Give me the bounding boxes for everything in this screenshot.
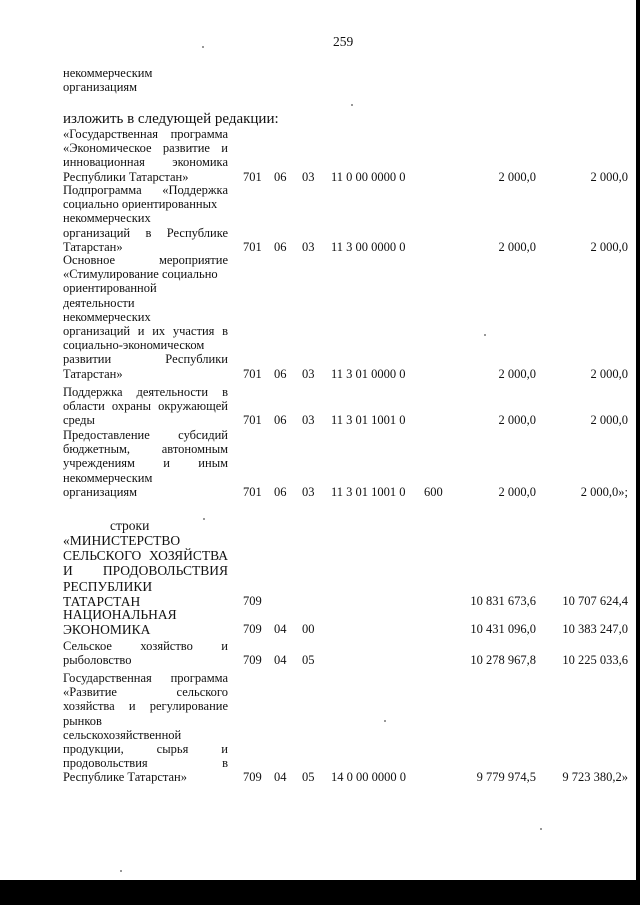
description-line: рынков xyxy=(63,713,102,728)
description-line: Республики Татарстан» xyxy=(63,169,189,184)
amount-year-2: 10 383 247,0 xyxy=(562,622,628,637)
vedom-code: 701 xyxy=(243,366,262,381)
row-description xyxy=(63,253,228,381)
subsection-code: 03 xyxy=(302,413,315,428)
amount-year-2: 10 225 033,6 xyxy=(562,653,628,668)
subsection-code: 03 xyxy=(302,169,315,184)
amount-year-2: 2 000,0 xyxy=(590,239,628,254)
amount-year-2: 9 723 380,2» xyxy=(562,770,628,785)
description-line: рыболовство xyxy=(63,653,132,668)
description-line: учреждениям и иным xyxy=(63,456,228,471)
vedom-code: 709 xyxy=(243,622,262,637)
description-line: организаций в Республике xyxy=(63,225,228,240)
section-code: 04 xyxy=(274,653,287,668)
amount-year-2: 10 707 624,4 xyxy=(562,593,628,608)
scan-speck xyxy=(540,828,542,830)
description-line: области охраны окружающей xyxy=(63,399,228,414)
section-code: 06 xyxy=(274,239,287,254)
description-line: Сельское хозяйство и xyxy=(63,639,228,653)
row-description xyxy=(63,385,228,428)
row-description xyxy=(63,607,228,637)
description-line: Государственная программа xyxy=(63,671,228,685)
amount-year-2: 2 000,0 xyxy=(590,366,628,381)
description-line: социально-экономическом xyxy=(63,338,205,353)
amendment-heading: изложить в следующей редакции: xyxy=(63,111,279,127)
expense-type-code: 600 xyxy=(424,484,443,499)
description-line: «Стимулирование социально xyxy=(63,267,218,282)
description-line: Подпрограмма «Поддержка xyxy=(63,183,228,197)
description-line: ЭКОНОМИКА xyxy=(63,622,151,638)
description-line: продовольствия в xyxy=(63,756,228,771)
block2-intro: строки xyxy=(110,518,150,533)
intro-line-2: организациям xyxy=(63,80,138,94)
description-line: развитии Республики xyxy=(63,352,228,367)
vedom-code: 701 xyxy=(243,239,262,254)
section-code: 04 xyxy=(274,622,287,637)
subsection-code: 05 xyxy=(302,770,315,785)
description-line: «Государственная программа xyxy=(63,127,228,141)
description-line: Предоставление субсидий xyxy=(63,428,228,442)
scan-speck xyxy=(351,104,353,106)
description-line: РЕСПУБЛИКИ xyxy=(63,578,153,594)
amount-year-1: 10 278 967,8 xyxy=(470,653,536,668)
description-line: И ПРОДОВОЛЬСТВИЯ xyxy=(63,563,228,579)
amount-year-1: 2 000,0 xyxy=(498,169,536,184)
amount-year-1: 2 000,0 xyxy=(498,366,536,381)
section-code: 04 xyxy=(274,770,287,785)
target-article-code: 11 3 01 0000 0 xyxy=(331,366,406,381)
description-line: социально ориентированных xyxy=(63,197,218,212)
vedom-code: 709 xyxy=(243,653,262,668)
row-description xyxy=(63,533,228,609)
row-description xyxy=(63,127,228,184)
description-line: «Развитие сельского xyxy=(63,685,228,700)
description-line: инновационная экономика xyxy=(63,155,228,170)
scan-speck xyxy=(120,870,122,872)
description-line: некоммерческих xyxy=(63,211,151,226)
description-line: сельскохозяйственной xyxy=(63,727,182,742)
description-line: Татарстан» xyxy=(63,366,123,381)
page-number: 259 xyxy=(333,34,354,49)
description-line: организаций и их участия в xyxy=(63,324,228,339)
scan-speck xyxy=(384,720,386,722)
section-code: 06 xyxy=(274,413,287,428)
amount-year-1: 10 831 673,6 xyxy=(470,593,536,608)
subsection-code: 03 xyxy=(302,366,315,381)
description-line: среды xyxy=(63,413,95,428)
description-line: «МИНИСТЕРСТВО xyxy=(63,533,181,548)
amount-year-1: 9 779 974,5 xyxy=(476,770,536,785)
subsection-code: 03 xyxy=(302,239,315,254)
vedom-code: 701 xyxy=(243,484,262,499)
target-article-code: 14 0 00 0000 0 xyxy=(331,770,406,785)
description-line: Татарстан» xyxy=(63,239,123,254)
vedom-code: 701 xyxy=(243,169,262,184)
subsection-code: 05 xyxy=(302,653,315,668)
vedom-code: 709 xyxy=(243,770,262,785)
description-line: продукции, сырья и xyxy=(63,742,228,757)
section-code: 06 xyxy=(274,484,287,499)
description-line: хозяйства и регулирование xyxy=(63,699,228,714)
target-article-code: 11 3 01 1001 0 xyxy=(331,484,406,499)
subsection-code: 00 xyxy=(302,622,315,637)
description-line: Республике Татарстан» xyxy=(63,770,187,785)
description-line: «Экономическое развитие и xyxy=(63,141,228,156)
description-line: ТАТАРСТАН xyxy=(63,593,141,609)
amount-year-2: 2 000,0»; xyxy=(580,484,628,499)
description-line: Поддержка деятельности в xyxy=(63,385,228,399)
description-line: организациям xyxy=(63,484,138,499)
amount-year-1: 2 000,0 xyxy=(498,413,536,428)
description-line: бюджетным, автономным xyxy=(63,442,228,457)
description-line: ориентированной xyxy=(63,281,157,296)
description-line: СЕЛЬСКОГО ХОЗЯЙСТВА xyxy=(63,548,228,564)
row-description xyxy=(63,428,228,499)
vedom-code: 701 xyxy=(243,413,262,428)
description-line: деятельности xyxy=(63,295,135,310)
section-code: 06 xyxy=(274,366,287,381)
row-description xyxy=(63,183,228,254)
section-code: 06 xyxy=(274,169,287,184)
description-line: Основное мероприятие xyxy=(63,253,228,267)
scan-speck xyxy=(484,334,486,336)
target-article-code: 11 3 01 1001 0 xyxy=(331,413,406,428)
row-description xyxy=(63,671,228,785)
target-article-code: 11 0 00 0000 0 xyxy=(331,169,406,184)
amount-year-1: 2 000,0 xyxy=(498,239,536,254)
intro-line-1: некоммерческим xyxy=(63,66,153,80)
target-article-code: 11 3 00 0000 0 xyxy=(331,239,406,254)
description-line: некоммерческим xyxy=(63,470,153,485)
scan-speck xyxy=(202,46,204,48)
row-description xyxy=(63,639,228,667)
amount-year-2: 2 000,0 xyxy=(590,413,628,428)
description-line: НАЦИОНАЛЬНАЯ xyxy=(63,607,177,622)
description-line: некоммерческих xyxy=(63,309,151,324)
subsection-code: 03 xyxy=(302,484,315,499)
amount-year-1: 10 431 096,0 xyxy=(470,622,536,637)
scan-speck xyxy=(203,518,205,520)
amount-year-1: 2 000,0 xyxy=(498,484,536,499)
amount-year-2: 2 000,0 xyxy=(590,169,628,184)
vedom-code: 709 xyxy=(243,593,262,608)
